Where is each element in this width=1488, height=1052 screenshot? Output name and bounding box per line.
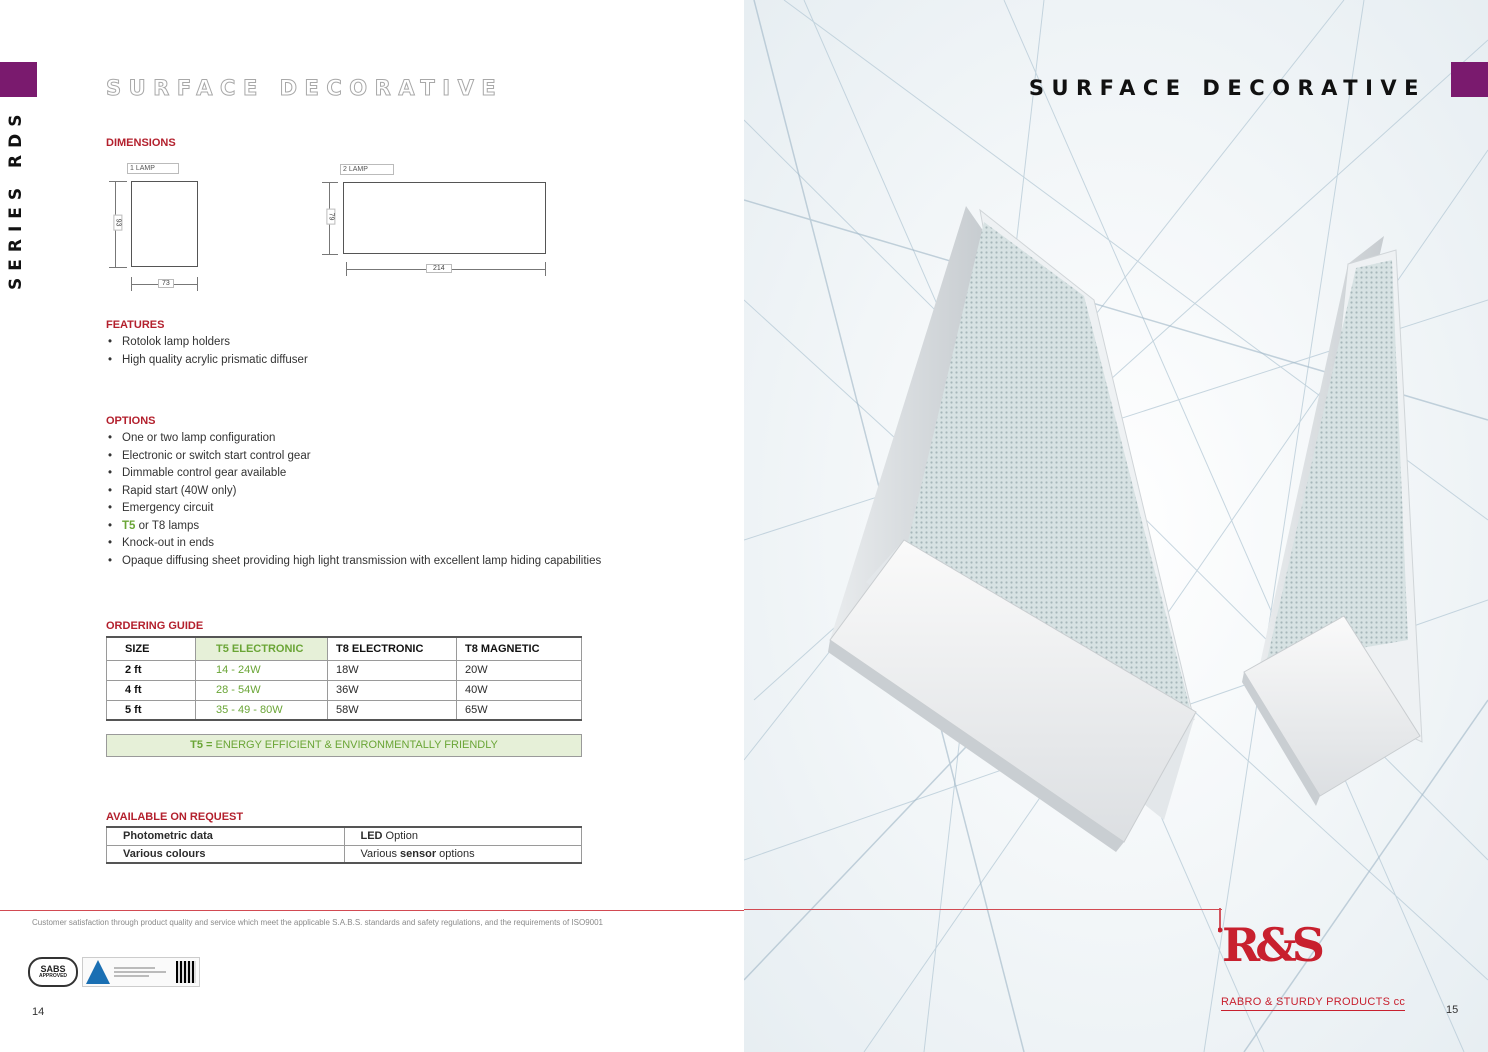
two-lamp-height-tick-top bbox=[322, 182, 338, 183]
two-lamp-height-tick-bottom bbox=[322, 254, 338, 255]
led-rest: Option bbox=[382, 830, 418, 843]
table-row bbox=[107, 845, 582, 863]
one-lamp-outline bbox=[131, 181, 198, 267]
column-header-size: SIZE bbox=[107, 637, 196, 660]
table-row bbox=[107, 827, 582, 845]
one-lamp-label: 1 LAMP bbox=[127, 163, 179, 174]
table-row bbox=[107, 700, 582, 720]
table-row bbox=[107, 660, 582, 680]
series-label: SERIES RDS bbox=[6, 107, 26, 290]
page-title: SURFACE DECORATIVE bbox=[1028, 76, 1426, 100]
available-on-request-heading: AVAILABLE ON REQUEST bbox=[106, 811, 244, 823]
product-photo-luminaires bbox=[744, 0, 1488, 1052]
options-heading: OPTIONS bbox=[106, 415, 156, 427]
table-cell: Photometric data bbox=[107, 827, 345, 845]
table-cell: 36W bbox=[328, 680, 457, 700]
list-item: • Knock-out in ends bbox=[106, 535, 601, 553]
led-bold: LED bbox=[360, 830, 383, 843]
two-lamp-width-tick-left bbox=[346, 262, 347, 276]
column-header-t5-electronic: T5 ELECTRONIC bbox=[196, 637, 328, 660]
list-item: • Electronic or switch start control gear bbox=[106, 448, 601, 466]
footer-rule-continuation bbox=[744, 909, 1222, 910]
available-on-request-table bbox=[106, 826, 582, 864]
table-cell: 14 - 24W bbox=[196, 660, 328, 680]
one-lamp-height-value: 93 bbox=[113, 215, 122, 231]
tuv-triangle-icon bbox=[86, 960, 110, 984]
one-lamp-width-tick-left bbox=[131, 277, 132, 291]
list-item-t5 bbox=[106, 518, 601, 536]
table-cell: 65W bbox=[457, 700, 582, 720]
features-heading: FEATURES bbox=[106, 319, 165, 331]
column-header-t8-electronic: T8 ELECTRONIC bbox=[328, 637, 457, 660]
two-lamp-outline bbox=[343, 182, 546, 254]
ordering-guide-heading: ORDERING GUIDE bbox=[106, 620, 204, 632]
two-lamp-label: 2 LAMP bbox=[340, 164, 394, 175]
fine-print-line bbox=[114, 975, 149, 977]
luminaire-small bbox=[1242, 236, 1422, 806]
table-cell: 5 ft bbox=[107, 700, 196, 720]
certification-logos bbox=[28, 957, 200, 987]
table-cell: 18W bbox=[328, 660, 457, 680]
two-lamp-width-tick-right bbox=[545, 262, 546, 276]
sabs-logo-text: SABS bbox=[40, 964, 66, 974]
options-list bbox=[106, 430, 601, 570]
luminaire-large bbox=[828, 206, 1200, 852]
sensor-rest: options bbox=[436, 847, 475, 860]
company-name: RABRO & STURDY PRODUCTS cc bbox=[1221, 996, 1405, 1011]
rs-logo-mark: R&S bbox=[1222, 918, 1320, 972]
table-cell: Various colours bbox=[107, 845, 345, 863]
table-cell: 4 ft bbox=[107, 680, 196, 700]
one-lamp-width-tick-right bbox=[197, 277, 198, 291]
table-cell bbox=[344, 827, 582, 845]
list-item: • High quality acrylic prismatic diffuser bbox=[106, 352, 308, 370]
t5-item-rest: or T8 lamps bbox=[135, 519, 200, 532]
fine-print-line bbox=[114, 971, 166, 973]
two-lamp-height-value: 79 bbox=[326, 209, 335, 225]
fine-print-line bbox=[114, 967, 155, 969]
list-item: • Opaque diffusing sheet providing high light transmission with excellent lamp hiding capabilities bbox=[106, 553, 601, 571]
page-number-right: 15 bbox=[1446, 1004, 1459, 1016]
list-item: • Rapid start (40W only) bbox=[106, 483, 601, 501]
t5-efficiency-banner bbox=[106, 734, 582, 757]
page-number-left: 14 bbox=[32, 1006, 45, 1018]
one-lamp-height-tick-top bbox=[109, 181, 127, 182]
table-header-row bbox=[107, 637, 582, 660]
sabs-approved-logo bbox=[28, 957, 78, 987]
tuv-fine-print bbox=[114, 967, 172, 977]
sabs-logo-subtext: APPROVED bbox=[38, 973, 68, 979]
sensor-bold: sensor bbox=[400, 847, 437, 860]
table-cell: 2 ft bbox=[107, 660, 196, 680]
table-cell: 28 - 54W bbox=[196, 680, 328, 700]
one-lamp-width-value: 73 bbox=[158, 279, 174, 288]
footer-quality-statement: Customer satisfaction through product quality and service which meet the applicable S.A.B.S. standards and safety regulations, and the requirements of ISO9001 bbox=[32, 918, 603, 927]
two-lamp-width-value: 214 bbox=[426, 264, 452, 273]
list-item: • One or two lamp configuration bbox=[106, 430, 601, 448]
list-item: • Dimmable control gear available bbox=[106, 465, 601, 483]
table-cell: 58W bbox=[328, 700, 457, 720]
table-row bbox=[107, 680, 582, 700]
one-lamp-height-tick-bottom bbox=[109, 267, 127, 268]
list-item: • Rotolok lamp holders bbox=[106, 334, 308, 352]
sensor-pre: Various bbox=[360, 847, 401, 860]
t5-banner-text: ENERGY EFFICIENT & ENVIRONMENTALLY FRIENDLY bbox=[212, 739, 498, 751]
features-list bbox=[106, 334, 308, 369]
t5-banner-bold: T5 = bbox=[190, 739, 213, 751]
right-page bbox=[744, 0, 1488, 1052]
t5-accent-text: T5 bbox=[122, 519, 136, 532]
qr-code-icon bbox=[176, 961, 196, 983]
footer-rule bbox=[0, 910, 744, 911]
company-logo bbox=[1218, 908, 1408, 1018]
ordering-guide-table bbox=[106, 636, 582, 721]
table-cell: 40W bbox=[457, 680, 582, 700]
list-item: • Emergency circuit bbox=[106, 500, 601, 518]
table-cell: 35 - 49 - 80W bbox=[196, 700, 328, 720]
table-cell bbox=[344, 845, 582, 863]
column-header-t8-magnetic: T8 MAGNETIC bbox=[457, 637, 582, 660]
tuv-certification-logo bbox=[82, 957, 200, 987]
table-cell: 20W bbox=[457, 660, 582, 680]
page-title-outline: SURFACE DECORATIVE bbox=[106, 76, 504, 100]
dimensions-heading: DIMENSIONS bbox=[106, 137, 176, 149]
